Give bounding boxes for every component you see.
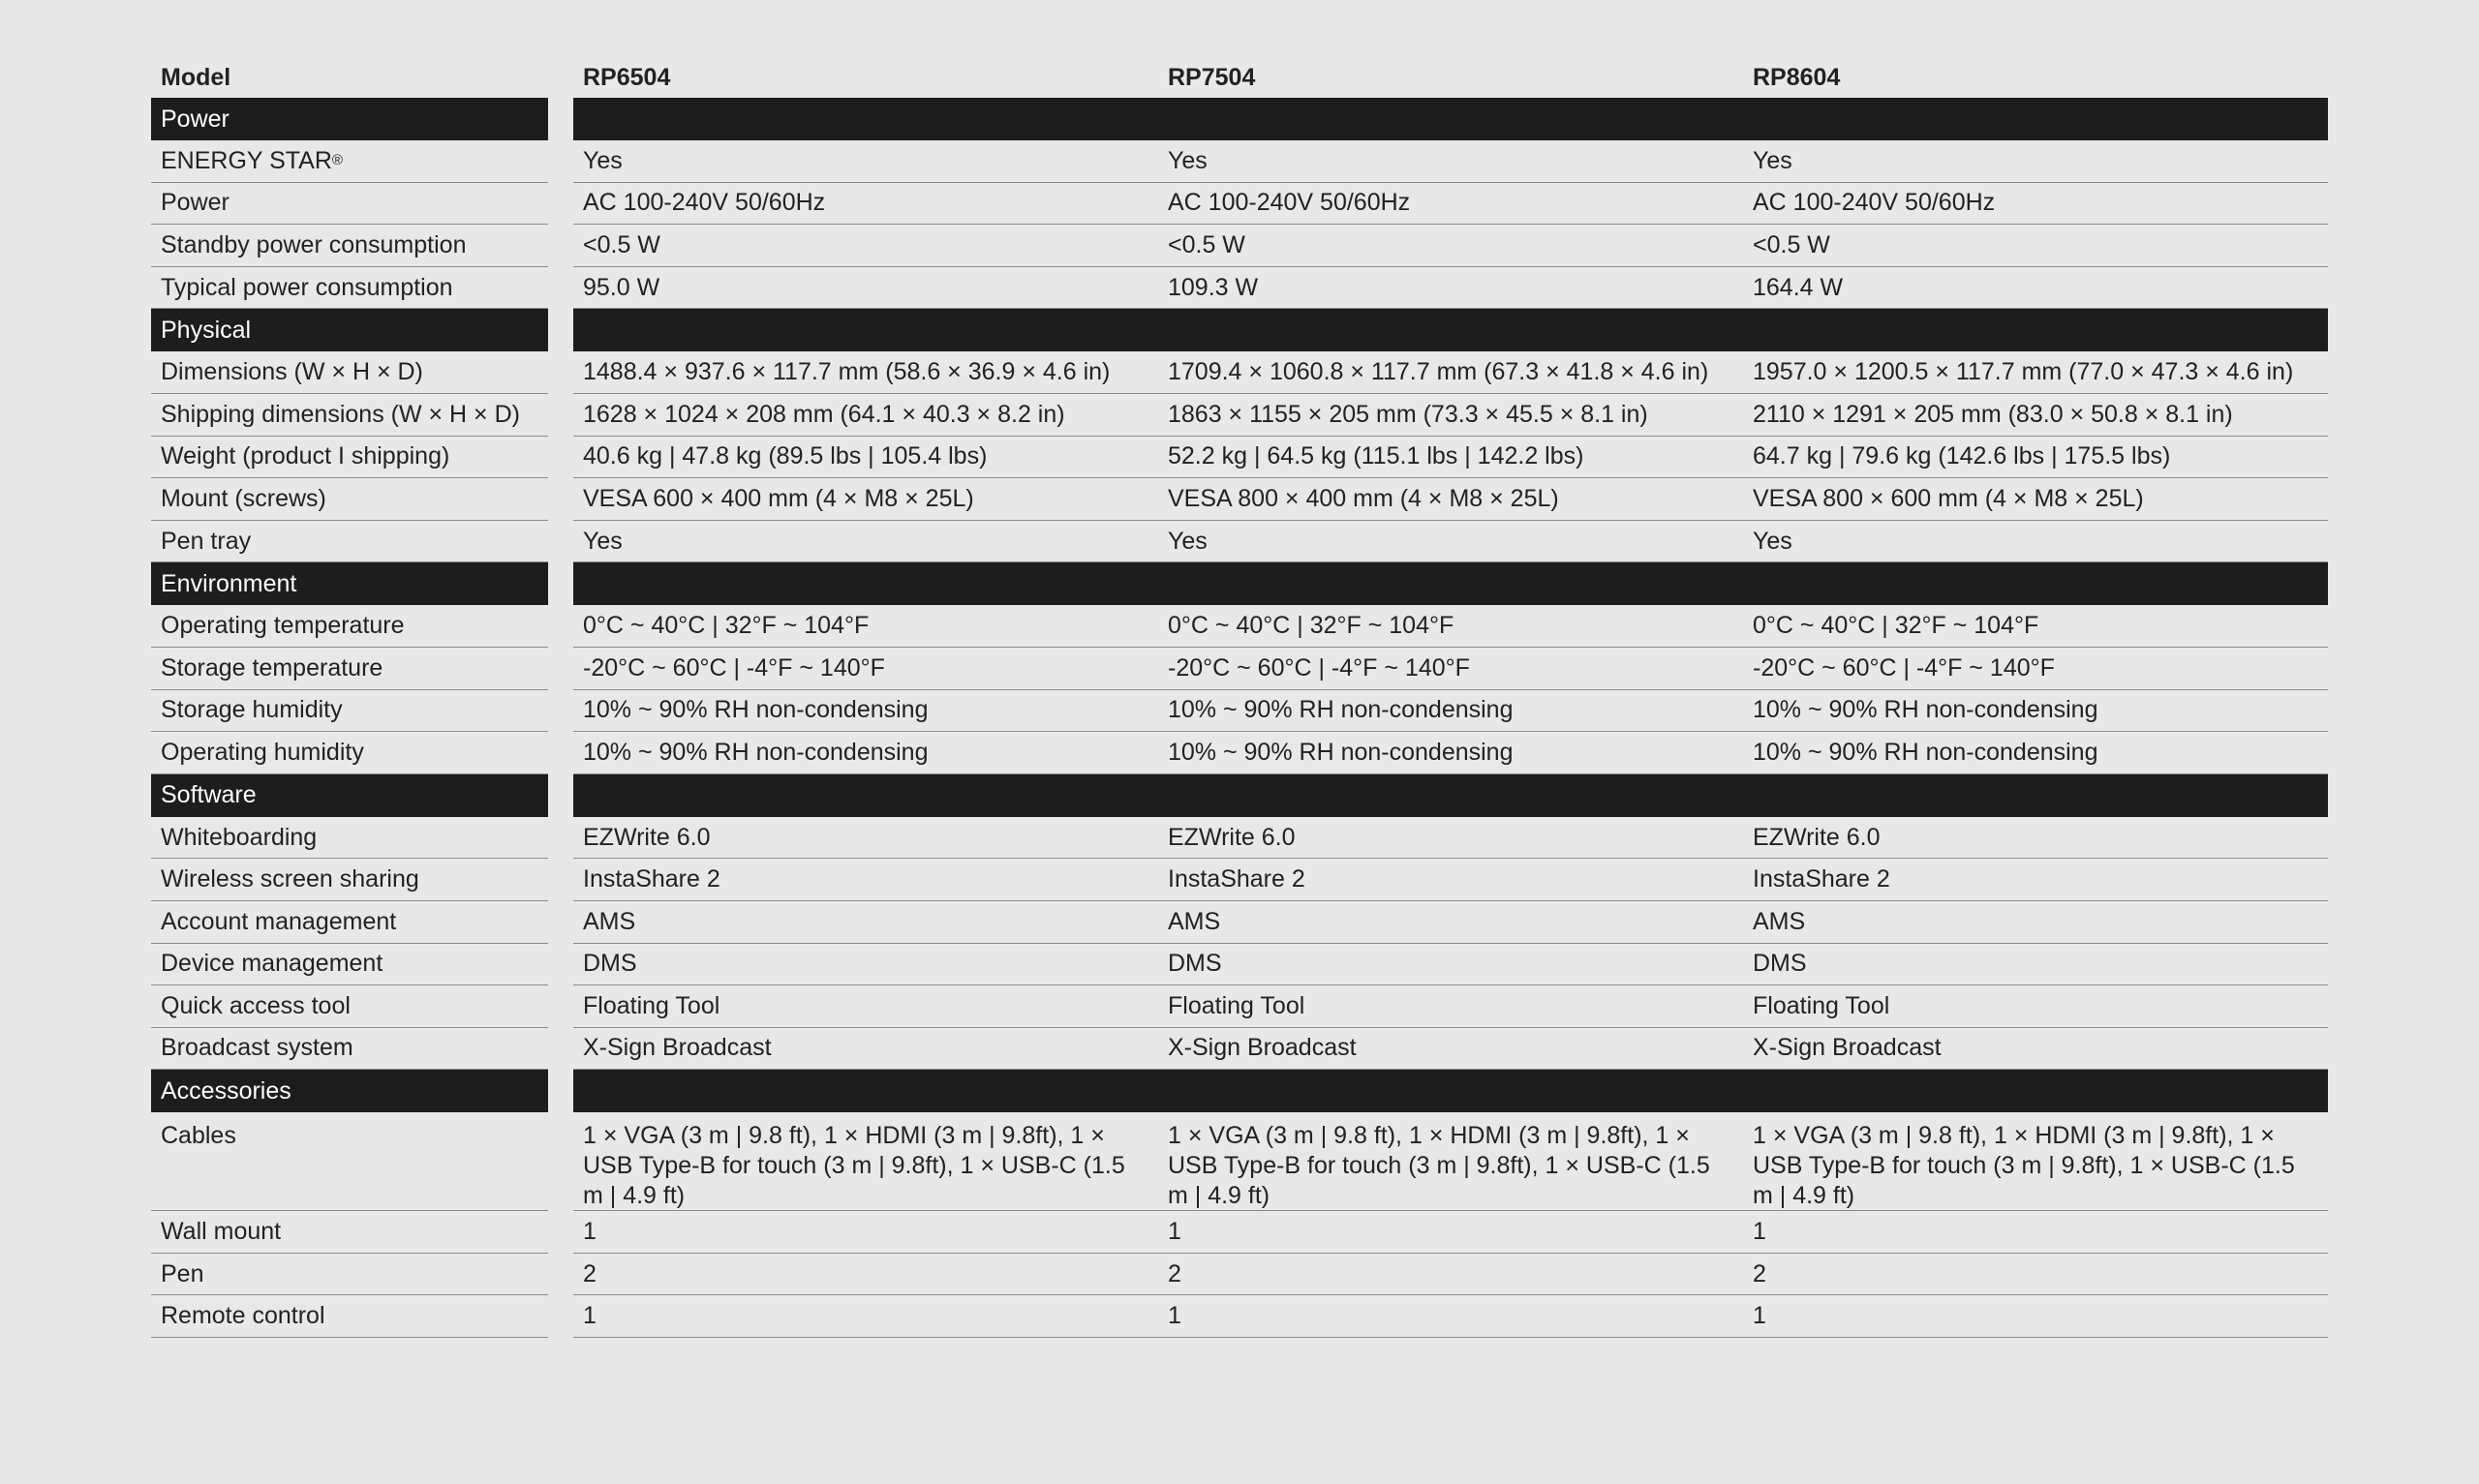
row-value: 1 — [1158, 1295, 1743, 1338]
table-row — [151, 859, 2328, 901]
header-model-rp8604: RP8604 — [1753, 64, 1841, 91]
row-label-text: Pen — [161, 1259, 204, 1287]
row-value: DMS — [573, 944, 1158, 986]
row-label — [151, 1295, 548, 1338]
row-label — [151, 351, 548, 394]
row-value: X-Sign Broadcast — [1743, 1028, 2328, 1071]
row-label-text: Whiteboarding — [161, 823, 318, 851]
row-label — [151, 690, 548, 733]
table-row — [151, 351, 2328, 394]
section-bar — [573, 309, 2328, 351]
table-row — [151, 817, 2328, 860]
row-label: ENERGY STAR ® — [151, 140, 548, 183]
table-row — [151, 985, 2328, 1028]
row-value: 1628 × 1024 × 208 mm (64.1 × 40.3 × 8.2 in) — [573, 394, 1158, 437]
row-value: AC 100-240V 50/60Hz — [1743, 183, 2328, 226]
row-label — [151, 648, 548, 690]
row-value: Yes — [1743, 140, 2328, 183]
row-label — [151, 267, 548, 310]
row-value: 52.2 kg | 64.5 kg (115.1 lbs | 142.2 lbs) — [1158, 437, 1743, 479]
row-value: 0°C ~ 40°C | 32°F ~ 104°F — [1158, 605, 1743, 648]
row-label-text: Quick access tool — [161, 991, 351, 1019]
row-label — [151, 394, 548, 437]
row-label-text: Account management — [161, 907, 397, 935]
row-value: AMS — [573, 901, 1158, 944]
row-label-text: Storage temperature — [161, 653, 383, 681]
table-row — [151, 1254, 2328, 1296]
row-value: 10% ~ 90% RH non-condensing — [573, 732, 1158, 774]
row-value: -20°C ~ 60°C | -4°F ~ 140°F — [1158, 648, 1743, 690]
row-value: Yes — [1158, 140, 1743, 183]
row-label-text: Pen tray — [161, 527, 252, 555]
section-bar — [573, 774, 2328, 817]
row-value: 1 — [1158, 1211, 1743, 1254]
section-header-row — [151, 309, 2328, 351]
table-row — [151, 944, 2328, 986]
row-label — [151, 1028, 548, 1071]
spec-sections — [151, 98, 2328, 1338]
row-value: Yes — [1743, 521, 2328, 563]
row-value: VESA 800 × 600 mm (4 × M8 × 25L) — [1743, 478, 2328, 521]
row-label — [151, 437, 548, 479]
table-row — [151, 1295, 2328, 1338]
row-value: 2110 × 1291 × 205 mm (83.0 × 50.8 × 8.1 in) — [1743, 394, 2328, 437]
row-label-text: Wall mount — [161, 1218, 282, 1246]
row-value: 10% ~ 90% RH non-condensing — [1743, 732, 2328, 774]
table-row — [151, 521, 2328, 563]
row-label-text: Cables — [161, 1122, 236, 1150]
row-value: EZWrite 6.0 — [1158, 817, 1743, 860]
row-label — [151, 605, 548, 648]
row-label-text: Shipping dimensions (W × H × D) — [161, 400, 520, 428]
row-label — [151, 944, 548, 986]
row-value: 1 × VGA (3 m | 9.8 ft), 1 × HDMI (3 m | 9.8ft), 1 × USB Type-B for touch (3 m | 9.8ft), 1 × USB-C (1.5 m | 4.9 ft) — [1743, 1112, 2328, 1211]
row-value: 2 — [1158, 1254, 1743, 1296]
row-value: -20°C ~ 60°C | -4°F ~ 140°F — [573, 648, 1158, 690]
section-title: Power — [151, 98, 548, 140]
row-value: AC 100-240V 50/60Hz — [1158, 183, 1743, 226]
row-label-text: Weight (product I shipping) — [161, 442, 450, 470]
row-value: AMS — [1158, 901, 1743, 944]
row-label-text: Typical power consumption — [161, 273, 453, 301]
table-header-row — [151, 54, 2328, 98]
section-title: Environment — [151, 562, 548, 605]
row-label — [151, 859, 548, 901]
row-label-text: ENERGY STAR — [161, 146, 332, 174]
row-value: 1957.0 × 1200.5 × 117.7 mm (77.0 × 47.3 × 4.6 in) — [1743, 351, 2328, 394]
row-value: Yes — [1158, 521, 1743, 563]
row-value: Floating Tool — [573, 985, 1158, 1028]
row-label — [151, 1254, 548, 1296]
row-label — [151, 183, 548, 226]
row-value: 2 — [573, 1254, 1158, 1296]
row-value: DMS — [1743, 944, 2328, 986]
row-value: 1 — [573, 1211, 1158, 1254]
row-value: EZWrite 6.0 — [573, 817, 1158, 860]
row-value: X-Sign Broadcast — [573, 1028, 1158, 1071]
row-label — [151, 225, 548, 267]
row-value: 10% ~ 90% RH non-condensing — [573, 690, 1158, 733]
row-label — [151, 521, 548, 563]
table-row — [151, 1112, 2328, 1211]
row-value: 0°C ~ 40°C | 32°F ~ 104°F — [1743, 605, 2328, 648]
row-value: 10% ~ 90% RH non-condensing — [1743, 690, 2328, 733]
table-row — [151, 648, 2328, 690]
section-header-row — [151, 774, 2328, 817]
table-row — [151, 732, 2328, 774]
row-value: 95.0 W — [573, 267, 1158, 310]
table-row — [151, 605, 2328, 648]
row-value: Yes — [573, 521, 1158, 563]
row-value: Floating Tool — [1158, 985, 1743, 1028]
row-value: <0.5 W — [1158, 225, 1743, 267]
table-row — [151, 267, 2328, 310]
table-row — [151, 140, 2328, 183]
row-value: 1863 × 1155 × 205 mm (73.3 × 45.5 × 8.1 in) — [1158, 394, 1743, 437]
row-label — [151, 732, 548, 774]
table-row — [151, 1211, 2328, 1254]
row-value: AC 100-240V 50/60Hz — [573, 183, 1158, 226]
row-value: DMS — [1158, 944, 1743, 986]
table-row — [151, 394, 2328, 437]
row-label-text: Wireless screen sharing — [161, 865, 419, 893]
table-row — [151, 437, 2328, 479]
row-value: X-Sign Broadcast — [1158, 1028, 1743, 1071]
row-value: 1 — [1743, 1211, 2328, 1254]
row-label-text: Storage humidity — [161, 696, 343, 724]
row-value: VESA 600 × 400 mm (4 × M8 × 25L) — [573, 478, 1158, 521]
row-value: EZWrite 6.0 — [1743, 817, 2328, 860]
table-row — [151, 901, 2328, 944]
row-label — [151, 1112, 548, 1211]
section-title: Software — [151, 774, 548, 817]
row-label — [151, 901, 548, 944]
row-value: InstaShare 2 — [1743, 859, 2328, 901]
section-bar — [573, 98, 2328, 140]
row-value: -20°C ~ 60°C | -4°F ~ 140°F — [1743, 648, 2328, 690]
section-bar — [573, 1070, 2328, 1112]
table-row — [151, 690, 2328, 733]
row-value: 0°C ~ 40°C | 32°F ~ 104°F — [573, 605, 1158, 648]
section-header-row — [151, 98, 2328, 140]
row-label-text: Operating humidity — [161, 738, 364, 766]
section-header-row — [151, 1070, 2328, 1112]
row-label-text: Standby power consumption — [161, 230, 467, 258]
row-value: InstaShare 2 — [1158, 859, 1743, 901]
row-label — [151, 1211, 548, 1254]
table-row — [151, 478, 2328, 521]
row-value: AMS — [1743, 901, 2328, 944]
section-bar — [573, 562, 2328, 605]
row-value: 40.6 kg | 47.8 kg (89.5 lbs | 105.4 lbs) — [573, 437, 1158, 479]
row-value: 10% ~ 90% RH non-condensing — [1158, 690, 1743, 733]
header-model-label: Model — [161, 64, 231, 91]
row-value: <0.5 W — [573, 225, 1158, 267]
row-value: 1709.4 × 1060.8 × 117.7 mm (67.3 × 41.8 × 4.6 in) — [1158, 351, 1743, 394]
row-value: <0.5 W — [1743, 225, 2328, 267]
row-label — [151, 817, 548, 860]
row-value: 10% ~ 90% RH non-condensing — [1158, 732, 1743, 774]
row-value: 1 × VGA (3 m | 9.8 ft), 1 × HDMI (3 m | 9.8ft), 1 × USB Type-B for touch (3 m | 9.8ft), 1 × USB-C (1.5 m | 4.9 ft) — [1158, 1112, 1743, 1211]
row-label-text: Device management — [161, 950, 383, 978]
row-label — [151, 478, 548, 521]
row-value: Floating Tool — [1743, 985, 2328, 1028]
row-label-text: Broadcast system — [161, 1034, 353, 1062]
row-value: 109.3 W — [1158, 267, 1743, 310]
row-value: 164.4 W — [1743, 267, 2328, 310]
row-label-text: Remote control — [161, 1302, 325, 1330]
section-title: Accessories — [151, 1070, 548, 1112]
section-header-row — [151, 562, 2328, 605]
row-label-text: Operating temperature — [161, 612, 405, 640]
table-row — [151, 1028, 2328, 1071]
row-value: 1488.4 × 937.6 × 117.7 mm (58.6 × 36.9 × 4.6 in) — [573, 351, 1158, 394]
row-value: Yes — [573, 140, 1158, 183]
row-value: InstaShare 2 — [573, 859, 1158, 901]
row-value: VESA 800 × 400 mm (4 × M8 × 25L) — [1158, 478, 1743, 521]
row-value: 1 × VGA (3 m | 9.8 ft), 1 × HDMI (3 m | 9.8ft), 1 × USB Type-B for touch (3 m | 9.8ft), 1 × USB-C (1.5 m | 4.9 ft) — [573, 1112, 1158, 1211]
table-row — [151, 225, 2328, 267]
section-title: Physical — [151, 309, 548, 351]
row-label — [151, 985, 548, 1028]
row-value: 1 — [1743, 1295, 2328, 1338]
row-value: 2 — [1743, 1254, 2328, 1296]
header-model-rp7504: RP7504 — [1168, 64, 1256, 91]
row-label-text: Mount (screws) — [161, 484, 326, 512]
table-row — [151, 183, 2328, 226]
header-model-rp6504: RP6504 — [583, 64, 671, 91]
spec-table — [151, 54, 2328, 1338]
row-value: 64.7 kg | 79.6 kg (142.6 lbs | 175.5 lbs) — [1743, 437, 2328, 479]
row-label-text: Dimensions (W × H × D) — [161, 358, 423, 386]
row-label-text: Power — [161, 189, 230, 217]
row-value: 1 — [573, 1295, 1158, 1338]
